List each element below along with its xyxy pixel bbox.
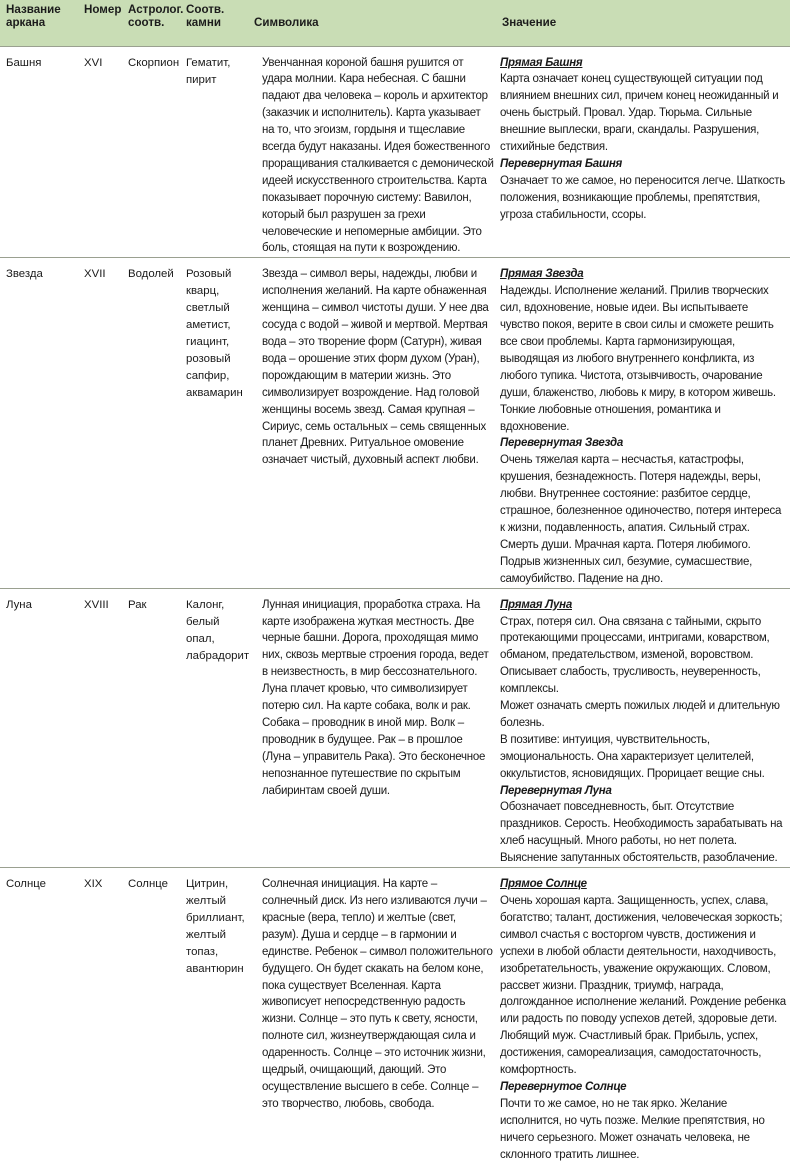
upright-text: Страх, потеря сил. Она связана с тайными, скрыто протекающими процессами, интригами, коварством, обманом, предательством, изменой, воровством. Описывает слабость, трусливость, неуверенность, комплексы. <box>500 615 770 696</box>
header-meaning: Значение <box>502 15 557 29</box>
table-row <box>0 258 790 588</box>
cell-stones: Розовый кварц, светлый аметист, гиацинт, розовый сапфир, аквамарин <box>186 268 243 400</box>
upright-title: Прямая Луна <box>500 598 572 611</box>
reversed-title: Перевернутая Башня <box>500 157 623 170</box>
header-symbolism: Символика <box>254 15 319 29</box>
upright-text: Карта означает конец существующей ситуации под влиянием внешних сил, причем конец неожиданный и очень быстрый. Провал. Удар. Тюрьма. Сильные внешние выплески, враги, скандалы. Разрушения, стихийные бедствия. <box>500 73 779 154</box>
cell-symbolism: Солнечная инициация. На карте – солнечный диск. Из него изливаются лучи – красные (вера, тепло) и желтые (свет, разум). Душа и сердце – в гармонии и единстве. Ребенок – символ положительного будущего. Он будет скакать на белом коне, пока существует Вселенная. Карта живописует непосредственную радость жизни. Солнце – это путь к свету, ясности, полноте сил, жизнеутверждающая сила и одаренность. Солнце – это источник жизни, щедрый, очищающий, дающий. Это осуществление высшего в себе. Солнце – это творчество, любовь, свобода. <box>262 878 493 1110</box>
upright-text-2: Может означать смерть пожилых людей и длительную болезнь. <box>500 700 780 729</box>
table-row <box>0 868 790 1164</box>
cell-number: XVIII <box>84 598 109 611</box>
cell-number: XVII <box>84 268 106 281</box>
header-astro: Астролог. соотв. <box>128 3 184 29</box>
table-row <box>0 46 790 258</box>
table-row <box>0 588 790 868</box>
cell-astro: Рак <box>128 598 147 611</box>
cell-symbolism: Увенчанная короной башня рушится от удара молнии. Кара небесная. С башни падают два человека – король и архитектор (заказчик и исполнитель). Карта указывает на то, что эгоизм, гордыня и тщеславие всегда будут наказаны. Идея божественного проращивания сталкивается с демонической идеей искусственного строительства. Карта показывает порочную систему: Вавилон, который был разрушен за грехи человеческие и непомерные амбиции. Это боль, стоящая на пути к возрождению. <box>262 56 494 255</box>
cell-astro: Водолей <box>128 268 174 281</box>
reversed-text: Очень тяжелая карта – несчастья, катастрофы, крушения, безнадежность. Потеря надежды, веры, любви. Внутреннее состояние: разбитое сердце, страшное, болезненное одиночество, потеря интереса к жизни, подавленность, апатия. Сильный страх. Смерть души. Мрачная карта. Потеря любимого. Подрыв жизненных сил, безумие, сумасшествие, самоубийство. Падение на дно. <box>500 454 782 585</box>
cell-symbolism: Звезда – символ веры, надежды, любви и исполнения желаний. На карте обнаженная женщина – символ чистоты души. У нее два сосуда с водой – живой и мертвой. Мертвая вода – это творение форм (Сатурн), живая вода – орошение этих форм духом (Уран), порождающим в материи жизнь. Это символизирует возрождение. Над головой женщины восемь звезд. Самая крупная – Сириус, семь остальных – семь священных планет Древних. Ритуальное омовение означает чистый, духовный аспект любви. <box>262 268 489 467</box>
reversed-text: Обозначает повседневность, быт. Отсутствие праздников. Серость. Необходимость зарабатывать на хлеб насущный. Много работы, но нет полета. Выяснение запутанных обстоятельств, разоблачение. <box>500 801 783 865</box>
upright-text-3: В позитиве: интуиция, чувствительность, эмоциональность. Она характеризует целителей, оккультистов, ясновидящих. Прорицает вещие сны. <box>500 733 765 780</box>
cell-meaning <box>496 258 790 588</box>
upright-title: Прямое Солнце <box>500 878 587 891</box>
cell-meaning <box>496 588 790 868</box>
cell-astro: Скорпион <box>128 56 180 69</box>
cell-name: Солнце <box>6 878 46 891</box>
upright-text: Надежды. Исполнение желаний. Прилив творческих сил, вдохновение, новые идеи. Вы испытываете чувство покоя, верите в свои силы и сможете решить все свои проблемы. Карта гармонизирующая, выводящая из любого внутреннего конфликта, из любого тупика. Чистота, отзывчивость, очарование души, блаженство, любовь к миру, в котором живешь. Тонкие любовные отношения, романтика и вдохновение. <box>500 285 776 433</box>
reversed-text: Означает то же самое, но переносится легче. Шаткость положения, возникающие проблемы, препятствия, угроза стабильности, ссоры. <box>500 174 786 221</box>
header-name: Название аркана <box>6 3 61 29</box>
cell-symbolism: Лунная инициация, проработка страха. На карте изображена жуткая местность. Две черные башни. Дорога, проходящая мимо них, сквозь мертвые строения города, ведет в неизвестность, в мир бессознательного. Луна плачет кровью, что символизирует потерю сил. На карте собака, волк и рак. Собака – проводник в иной мир. Волк – проводник в будущее. Рак – в прошлое (Луна – управитель Рака). Это бесконечное непознанное путешествие по скрытым лабиринтам своей души. <box>262 598 489 797</box>
header-number: Номер <box>84 3 122 16</box>
cell-meaning <box>496 868 790 1164</box>
cell-name: Звезда <box>6 268 43 281</box>
header-stones: Соотв. камни <box>186 3 225 29</box>
cell-number: XVI <box>84 56 103 69</box>
upright-title: Прямая Башня <box>500 56 583 69</box>
reversed-title: Перевернутая Звезда <box>500 437 624 450</box>
cell-number: XIX <box>84 878 103 891</box>
cell-stones: Цитрин, желтый бриллиант, желтый топаз, авантюрин <box>186 878 245 976</box>
reversed-title: Перевернутое Солнце <box>500 1080 627 1093</box>
table-header-row <box>0 0 790 46</box>
cell-stones: Калонг, белый опал, лабрадорит <box>186 598 250 662</box>
reversed-text: Почти то же самое, но не так ярко. Желание исполнится, но чуть позже. Мелкие препятствия, но ничего серьезного. Может означать человека, не склонного тратить лишнее. <box>500 1097 765 1161</box>
upright-title: Прямая Звезда <box>500 268 584 281</box>
reversed-title: Перевернутая Луна <box>500 784 612 797</box>
cell-name: Башня <box>6 56 42 69</box>
cell-stones: Гематит, пирит <box>186 56 231 86</box>
upright-text: Очень хорошая карта. Защищенность, успех, слава, богатство; талант, достижения, человеческая зоркость; символ счастья с восторгом чувств, достижения и успехи в любой области деятельности, находчивость, изобретательность, уважение окружающих. Словом, рассвет жизни. Праздник, триумф, награда, долгожданное исполнение желаний. Рождение ребенка или радость по поводу успехов детей, здоровые дети. Любящий муж. Счастливый брак. Прибыль, успех, достижения, самореализация, самодостаточность, комфортность. <box>500 895 786 1077</box>
cell-name: Луна <box>6 598 32 611</box>
cell-meaning <box>496 46 790 258</box>
cell-astro: Солнце <box>128 878 168 891</box>
